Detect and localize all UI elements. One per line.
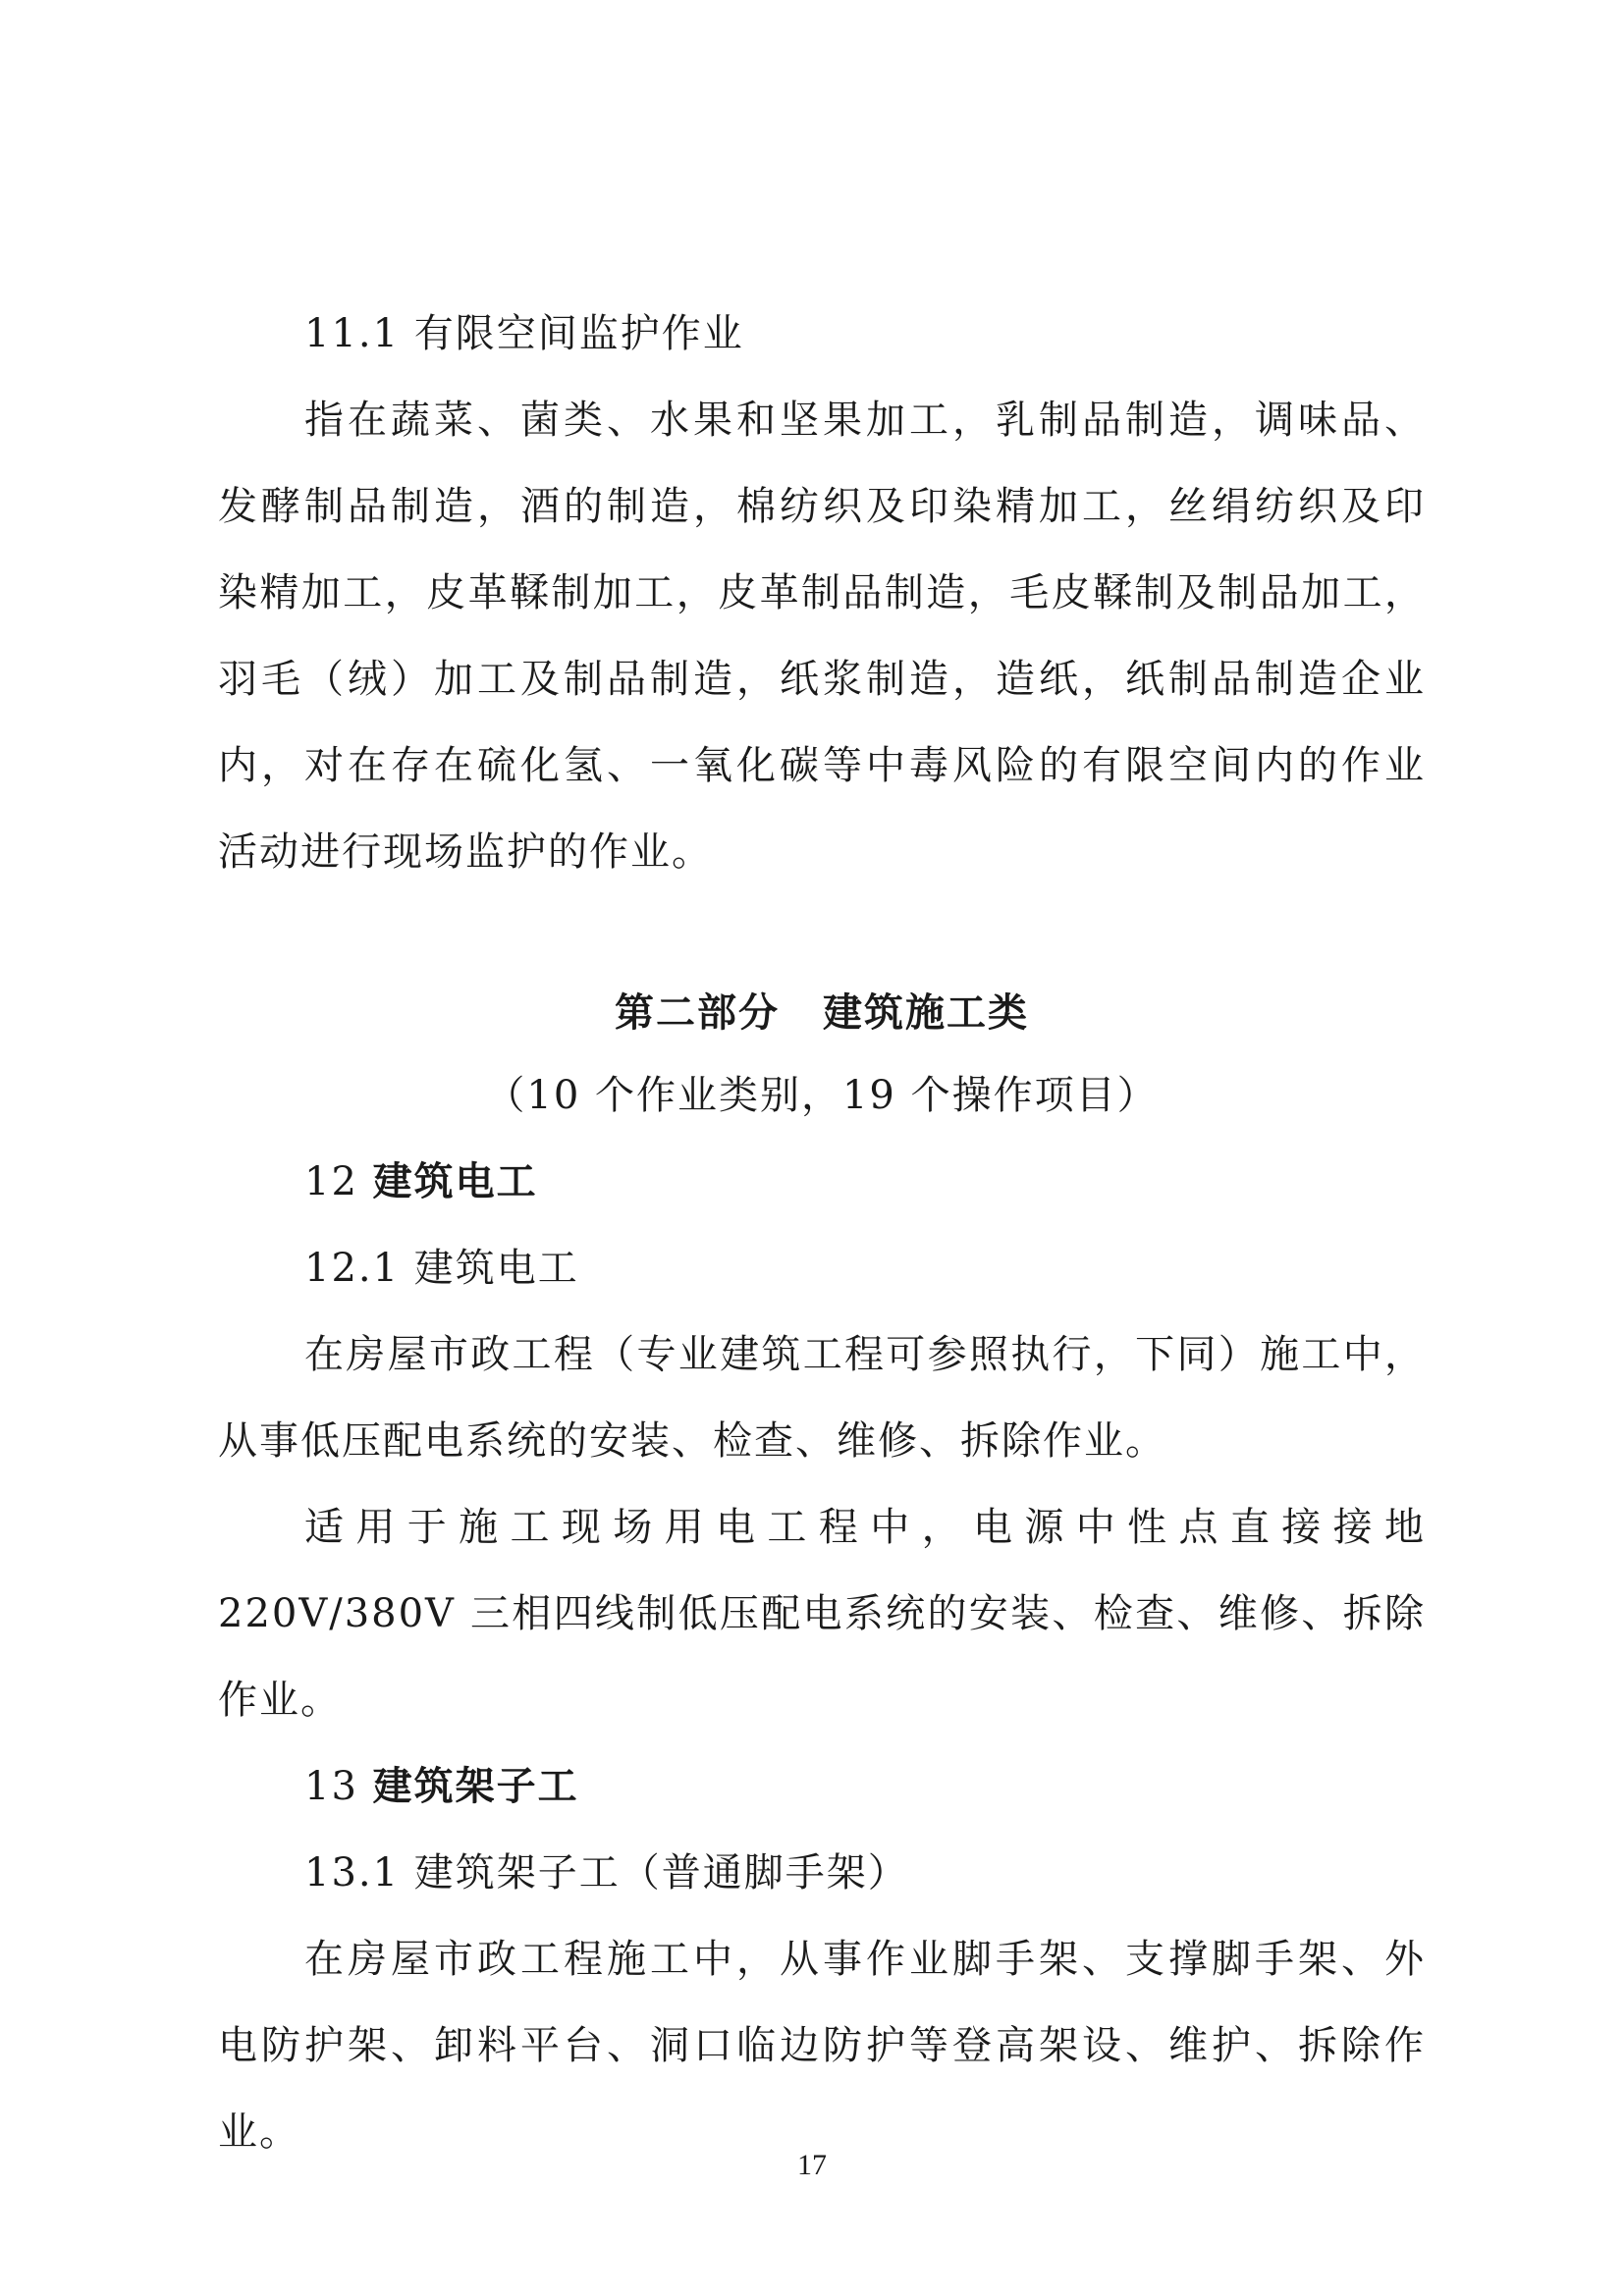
section-number: 13 [304, 1764, 358, 1809]
paragraph-line: 指在蔬菜、菌类、水果和坚果加工，乳制品制造，调味品、 [304, 398, 1426, 443]
paragraph-line: 业。 [218, 2109, 300, 2155]
section-11-1-heading: 11.1 有限空间监护作业 [304, 311, 744, 356]
section-title: 建筑架子工 [372, 1764, 579, 1809]
paragraph-line: 活动进行现场监护的作业。 [218, 829, 713, 875]
section-12-1-heading: 12.1 建筑电工 [304, 1246, 579, 1291]
section-number: 12 [304, 1159, 358, 1204]
part-title-name: 建筑施工类 [823, 990, 1029, 1036]
page-content [218, 291, 1426, 2175]
paragraph-line: 电防护架、卸料平台、洞口临边防护等登高架设、维护、拆除作 [218, 2023, 1426, 2068]
section-13-heading [218, 1743, 1426, 1830]
paragraph-line: 在房屋市政工程（专业建筑工程可参照执行，下同）施工中， [304, 1332, 1426, 1377]
part-title [218, 974, 1426, 1052]
part-subtitle: （10 个作业类别，19 个操作项目） [485, 1073, 1159, 1118]
paragraph-line: 220V/380V 三相四线制低压配电系统的安装、检查、维修、拆除 [218, 1591, 1426, 1636]
paragraph-line: 在房屋市政工程施工中，从事作业脚手架、支撑脚手架、外 [304, 1937, 1426, 1982]
section-13-1-heading: 13.1 建筑架子工（普通脚手架） [304, 1850, 909, 1896]
paragraph-line: 染精加工，皮革鞣制加工，皮革制品制造，毛皮鞣制及制品加工， [218, 570, 1426, 615]
paragraph-line: 适用于施工现场用电工程中，电源中性点直接接地 [304, 1505, 1426, 1550]
page-number: 17 [797, 2149, 827, 2181]
section-12-heading [218, 1139, 1426, 1225]
part-title-number: 第二部分 [615, 990, 780, 1036]
paragraph-line: 内，对在存在硫化氢、一氧化碳等中毒风险的有限空间内的作业 [218, 743, 1426, 788]
paragraph-line: 从事低压配电系统的安装、检查、维修、拆除作业。 [218, 1418, 1166, 1464]
section-title: 建筑电工 [372, 1159, 538, 1204]
paragraph-line: 羽毛（绒）加工及制品制造，纸浆制造，造纸，纸制品制造企业 [218, 657, 1426, 702]
paragraph-line: 作业。 [218, 1678, 342, 1723]
paragraph-line: 发酵制品制造，酒的制造，棉纺织及印染精加工，丝绢纺织及印 [218, 484, 1426, 529]
section-spacer [218, 895, 1426, 974]
